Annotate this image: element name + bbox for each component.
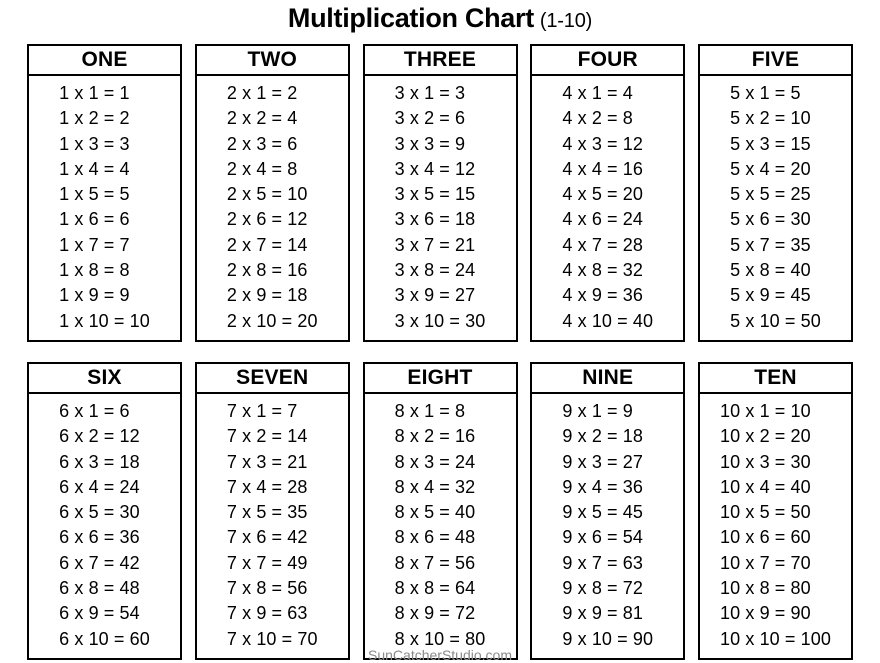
table-card-body <box>197 394 348 658</box>
table-card-body <box>532 394 683 658</box>
multiplication-table-card <box>27 44 182 342</box>
equation-row: 1 x 5 = 5 <box>59 184 130 205</box>
table-card-body <box>532 76 683 340</box>
equation-row: 2 x 5 = 10 <box>226 184 308 205</box>
equation-row: 7 x 8 = 56 <box>226 578 308 599</box>
equation-row: 4 x 1 = 4 <box>562 83 633 103</box>
equation-row: 10 x 2 = 20 <box>720 426 811 447</box>
equation-row: 1 x 8 = 8 <box>59 260 130 281</box>
equation-row: 9 x 2 = 18 <box>562 426 643 447</box>
equation-row: 4 x 3 = 12 <box>562 133 643 154</box>
multiplication-table-card <box>530 44 685 342</box>
equation-row: 6 x 10 = 60 <box>59 628 150 649</box>
equation-row: 5 x 3 = 15 <box>730 133 811 154</box>
equation-list <box>730 81 821 334</box>
equation-row: 3 x 4 = 12 <box>394 158 476 179</box>
equation-row: 7 x 9 = 63 <box>226 603 308 624</box>
table-card-header: NINE <box>532 364 683 394</box>
equation-row: 3 x 7 = 21 <box>394 234 476 255</box>
equation-row: 8 x 3 = 24 <box>394 451 476 472</box>
equation-row: 10 x 5 = 50 <box>720 502 811 523</box>
equation-row: 9 x 6 = 54 <box>562 527 643 548</box>
equation-list <box>562 399 653 652</box>
table-card-body <box>700 76 851 340</box>
multiplication-table-card <box>698 362 853 660</box>
equation-row: 8 x 1 = 8 <box>394 400 466 421</box>
equation-row: 2 x 9 = 18 <box>226 285 308 306</box>
table-card-header: SIX <box>29 364 180 394</box>
equation-row: 1 x 7 = 7 <box>59 234 130 255</box>
equation-row: 7 x 4 = 28 <box>226 476 308 497</box>
multiplication-table-card <box>530 362 685 660</box>
equation-row: 6 x 4 = 24 <box>59 476 140 497</box>
equation-row: 7 x 1 = 7 <box>226 400 298 421</box>
page-title-main: Multiplication Chart <box>287 3 534 33</box>
equation-row: 5 x 10 = 50 <box>730 310 821 331</box>
equation-row: 9 x 7 = 63 <box>562 552 643 573</box>
equation-row: 3 x 2 = 6 <box>394 108 466 129</box>
multiplication-table-card <box>195 362 350 660</box>
table-card-header: THREE <box>365 46 516 76</box>
tables-row-1 <box>27 44 853 342</box>
equation-list <box>395 81 486 334</box>
page-title-range: (1-10) <box>539 10 593 32</box>
table-card-header: TEN <box>700 364 851 394</box>
multiplication-table-card <box>363 362 518 660</box>
equation-row: 2 x 8 = 16 <box>226 260 308 281</box>
table-card-header: SEVEN <box>197 364 348 394</box>
equation-row: 9 x 1 = 9 <box>562 400 633 421</box>
equation-list <box>227 81 318 334</box>
equation-row: 7 x 5 = 35 <box>226 502 308 523</box>
equation-row: 2 x 7 = 14 <box>226 234 308 255</box>
equation-row: 6 x 5 = 30 <box>59 502 140 523</box>
equation-row: 2 x 10 = 20 <box>226 310 318 331</box>
table-card-body <box>29 394 180 658</box>
equation-row: 9 x 4 = 36 <box>562 476 643 497</box>
equation-row: 8 x 9 = 72 <box>394 603 476 624</box>
equation-list <box>395 399 486 652</box>
equation-row: 3 x 3 = 9 <box>394 133 466 154</box>
equation-row: 6 x 9 = 54 <box>59 603 140 624</box>
equation-row: 9 x 10 = 90 <box>562 628 654 649</box>
equation-row: 8 x 2 = 16 <box>394 426 476 447</box>
equation-row: 4 x 2 = 8 <box>562 108 633 129</box>
equation-row: 8 x 8 = 64 <box>394 578 476 599</box>
equation-row: 6 x 1 = 6 <box>59 400 130 421</box>
equation-row: 1 x 1 = 1 <box>59 83 130 103</box>
equation-row: 9 x 5 = 45 <box>562 502 643 523</box>
equation-row: 3 x 6 = 18 <box>394 209 476 230</box>
equation-row: 4 x 4 = 16 <box>562 158 643 179</box>
equation-row: 4 x 9 = 36 <box>562 285 643 306</box>
table-card-header: FOUR <box>532 46 683 76</box>
equation-row: 10 x 3 = 30 <box>720 451 811 472</box>
equation-row: 3 x 5 = 15 <box>394 184 476 205</box>
equation-row: 7 x 2 = 14 <box>226 426 308 447</box>
equation-row: 8 x 5 = 40 <box>394 502 476 523</box>
equation-row: 10 x 8 = 80 <box>720 578 811 599</box>
equation-row: 5 x 5 = 25 <box>730 184 811 205</box>
equation-row: 1 x 3 = 3 <box>59 133 130 154</box>
watermark: SunCatcherStudio.com <box>368 647 512 663</box>
equation-row: 7 x 7 = 49 <box>226 552 308 573</box>
page-title <box>0 0 880 36</box>
equation-row: 4 x 8 = 32 <box>562 260 643 281</box>
equation-row: 6 x 7 = 42 <box>59 552 140 573</box>
equation-row: 5 x 4 = 20 <box>730 158 811 179</box>
equation-row: 5 x 8 = 40 <box>730 260 811 281</box>
equation-row: 8 x 6 = 48 <box>394 527 476 548</box>
equation-row: 4 x 10 = 40 <box>562 310 654 331</box>
equation-row: 5 x 9 = 45 <box>730 285 811 306</box>
equation-row: 2 x 2 = 4 <box>226 108 298 129</box>
table-card-body <box>365 394 516 658</box>
equation-row: 10 x 7 = 70 <box>720 552 811 573</box>
equation-row: 9 x 9 = 81 <box>562 603 643 624</box>
equation-row: 3 x 8 = 24 <box>394 260 476 281</box>
equation-row: 6 x 6 = 36 <box>59 527 140 548</box>
tables-row-2 <box>27 362 853 660</box>
equation-row: 5 x 6 = 30 <box>730 209 811 230</box>
equation-row: 3 x 10 = 30 <box>394 310 486 331</box>
equation-row: 8 x 4 = 32 <box>394 476 476 497</box>
multiplication-table-card <box>698 44 853 342</box>
equation-row: 7 x 6 = 42 <box>226 527 308 548</box>
table-card-body <box>365 76 516 340</box>
equation-row: 3 x 1 = 3 <box>394 83 466 103</box>
multiplication-table-card <box>195 44 350 342</box>
equation-row: 10 x 6 = 60 <box>720 527 811 548</box>
table-card-body <box>700 394 851 658</box>
table-card-header: FIVE <box>700 46 851 76</box>
equation-row: 2 x 1 = 2 <box>226 83 298 103</box>
equation-list <box>59 399 150 652</box>
equation-row: 2 x 6 = 12 <box>226 209 308 230</box>
equation-row: 1 x 2 = 2 <box>59 108 130 129</box>
equation-row: 1 x 9 = 9 <box>59 285 130 306</box>
equation-row: 1 x 10 = 10 <box>59 310 150 331</box>
equation-row: 10 x 9 = 90 <box>720 603 811 624</box>
equation-row: 6 x 8 = 48 <box>59 578 140 599</box>
equation-row: 8 x 10 = 80 <box>394 628 486 649</box>
equation-row: 8 x 7 = 56 <box>394 552 476 573</box>
equation-row: 10 x 10 = 100 <box>720 628 831 649</box>
equation-row: 5 x 2 = 10 <box>730 108 811 129</box>
table-card-body <box>29 76 180 340</box>
equation-row: 6 x 3 = 18 <box>59 451 140 472</box>
equation-list <box>227 399 318 652</box>
equation-list <box>59 81 150 334</box>
equation-row: 5 x 7 = 35 <box>730 234 811 255</box>
equation-list <box>720 399 831 652</box>
equation-row: 3 x 9 = 27 <box>394 285 476 306</box>
equation-row: 4 x 7 = 28 <box>562 234 643 255</box>
multiplication-tables-grid <box>27 44 853 660</box>
equation-row: 4 x 5 = 20 <box>562 184 643 205</box>
equation-row: 9 x 8 = 72 <box>562 578 643 599</box>
table-card-header: EIGHT <box>365 364 516 394</box>
equation-row: 2 x 4 = 8 <box>226 158 298 179</box>
multiplication-table-card <box>363 44 518 342</box>
equation-row: 10 x 1 = 10 <box>720 400 811 421</box>
equation-row: 6 x 2 = 12 <box>59 426 140 447</box>
multiplication-table-card <box>27 362 182 660</box>
equation-row: 9 x 3 = 27 <box>562 451 643 472</box>
equation-list <box>562 81 653 334</box>
equation-row: 7 x 10 = 70 <box>226 628 318 649</box>
table-card-header: TWO <box>197 46 348 76</box>
equation-row: 7 x 3 = 21 <box>226 451 308 472</box>
equation-row: 2 x 3 = 6 <box>226 133 298 154</box>
equation-row: 1 x 6 = 6 <box>59 209 130 230</box>
table-card-body <box>197 76 348 340</box>
equation-row: 4 x 6 = 24 <box>562 209 643 230</box>
equation-row: 5 x 1 = 5 <box>730 83 801 103</box>
equation-row: 1 x 4 = 4 <box>59 158 130 179</box>
equation-row: 10 x 4 = 40 <box>720 476 811 497</box>
table-card-header: ONE <box>29 46 180 76</box>
